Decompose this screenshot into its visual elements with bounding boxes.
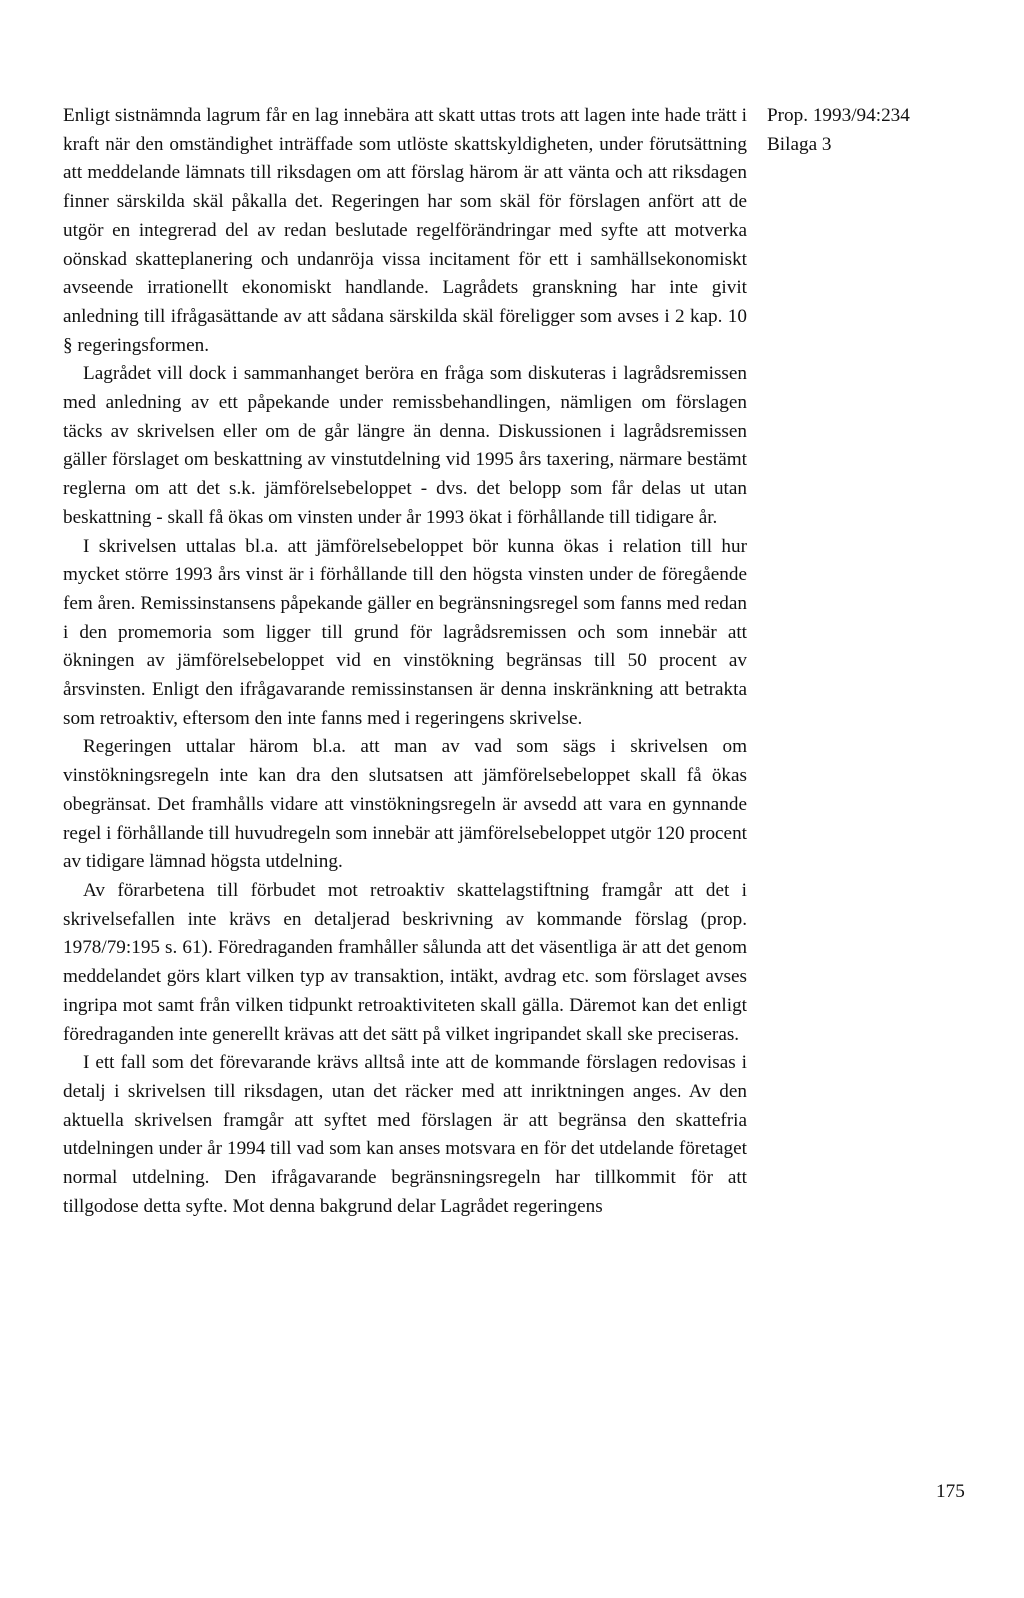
paragraph-4: Regeringen uttalar härom bl.a. att man av vad som sägs i skrivelsen om vinstökningsregeln inte kan dra den slutsatsen att jämförelsebeloppet skall få ökas obegränsat. Det framhålls vidare att vinstökningsregeln är avsedd att vara en gynnande regel i förhållande till huvudregeln som innebär att jämförelsebeloppet utgör 120 procent av tidigare lämnad högsta utdelning.	[63, 736, 747, 873]
body-text	[63, 102, 747, 1221]
appendix-label: Bilaga 3	[767, 133, 832, 155]
margin-note	[767, 102, 1007, 159]
paragraph-3: I skrivelsen uttalas bl.a. att jämförelsebeloppet bör kunna ökas i relation till hur mycket större 1993 års vinst är i förhållande till den högsta vinsten under de föregående fem åren. Remissinstansens påpekande gäller en begränsningsregel som fanns med redan i den promemoria som ligger till grund för lagrådsremissen och som innebär att ökningen av jämförelsebeloppet vid en vinstökning begränsas till 50 procent av årsvinsten. Enligt den ifrågavarande remissinstansen är denna inskränkning att betrakta som retroaktiv, eftersom den inte fanns med i regeringens skrivelse.	[63, 535, 747, 729]
paragraph-1: Enligt sistnämnda lagrum får en lag innebära att skatt uttas trots att lagen inte hade trätt i kraft när den omständighet inträffade som utlöste skattskyldigheten, under förutsättning att meddelande lämnats till riksdagen om att förslag härom är att vänta och att riksdagen finner särskilda skäl påkalla det. Regeringen har som skäl för förslagen anfört att de utgör en integrerad del av redan beslutade regelförändringar med syfte att motverka oönskad skatteplanering och undanröja vissa incitament för ett i samhällsekonomiskt avseende irrationellt ekonomiskt handlande. Lagrådets granskning har inte givit anledning till ifrågasättande av att sådana särskilda skäl föreligger som avses i 2 kap. 10 § regeringsformen.	[63, 105, 747, 356]
paragraph-6: I ett fall som det förevarande krävs alltså inte att de kommande förslagen redovisas i detalj i skrivelsen till riksdagen, utan det räcker med att inriktningen anges. Av den aktuella skrivelsen framgår att syftet med förslagen är att begränsa den skattefria utdelningen under år 1994 till vad som kan anses motsvara en för det utdelande företaget normal utdelning. Den ifrågavarande begränsningsregeln har tillkommit för att tillgodose detta syfte. Mot denna bakgrund delar Lagrådet regeringens	[63, 1052, 747, 1217]
paragraph-5: Av förarbetena till förbudet mot retroaktiv skattelagstiftning framgår att det i skrivelsefallen inte krävs en detaljerad beskrivning av kommande förslag (prop. 1978/79:195 s. 61). Föredraganden framhåller sålunda att det väsentliga är att det genom meddelandet görs klart vilken typ av transaktion, intäkt, avdrag etc. som förslaget avses ingripa mot samt från vilken tidpunkt retroaktiviteten skall gälla. Däremot kan det enligt föredraganden inte generellt krävas att det sätt på vilket ingripandet skall ske preciseras.	[63, 879, 747, 1045]
page-number: 175	[936, 1481, 965, 1502]
paragraph-2: Lagrådet vill dock i sammanhanget beröra en fråga som diskuteras i lagrådsremissen med anledning av ett påpekande under remissbehandlingen, nämligen om förslagen täcks av skrivelsen eller om de går längre än denna. Diskussionen i lagrådsremissen gäller förslaget om beskattning av vinstutdelning vid 1995 års taxering, närmare bestämt reglerna om att det s.k. jämförelsebeloppet - dvs. det belopp som får delas ut utan beskattning - skall få ökas om vinsten under år 1993 ökat i förhållande till tidigare år.	[63, 363, 747, 528]
proposition-reference: Prop. 1993/94:234	[767, 105, 910, 126]
